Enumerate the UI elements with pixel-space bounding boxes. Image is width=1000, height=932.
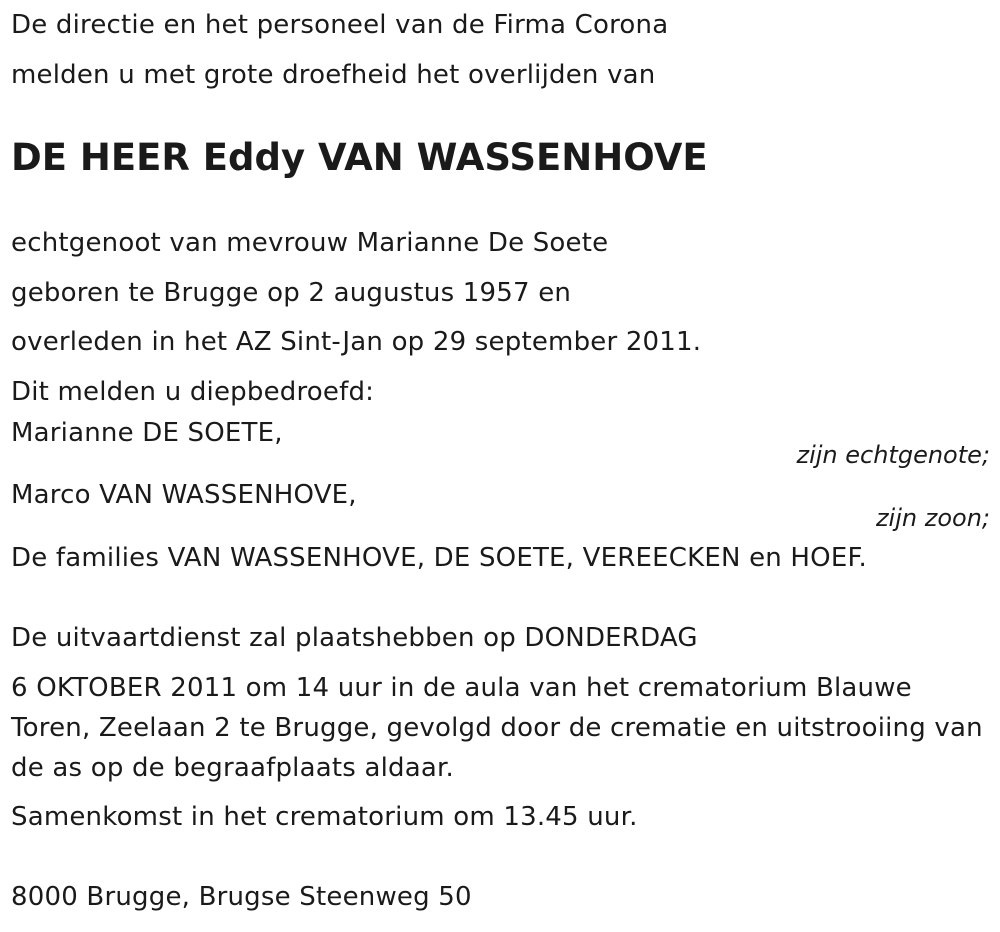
death-line: overleden in het AZ Sint-Jan op 29 september 2011. <box>11 327 702 357</box>
funeral-line-3: Toren, Zeelaan 2 te Brugge, gevolgd door de crematie en uitstrooiing van <box>11 713 983 743</box>
families-line: De families VAN WASSENHOVE, DE SOETE, VEREECKEN en HOEF. <box>11 543 867 573</box>
spouse-line: echtgenoot van mevrouw Marianne De Soete <box>11 228 609 258</box>
funeral-line-4: de as op de begraafplaats aldaar. <box>11 753 454 783</box>
funeral-line-2: 6 OKTOBER 2011 om 14 uur in de aula van het crematorium Blauwe <box>11 673 912 703</box>
intro-line-2: melden u met grote droefheid het overlijden van <box>11 60 656 90</box>
mourner-2-relation: zijn zoon; <box>875 504 990 532</box>
mourners-intro: Dit melden u diepbedroefd: <box>11 377 375 407</box>
mourner-2-name: Marco VAN WASSENHOVE, <box>11 480 357 510</box>
funeral-line-1: De uitvaartdienst zal plaatshebben op DONDERDAG <box>11 623 698 653</box>
deceased-name: DE HEER Eddy VAN WASSENHOVE <box>11 136 708 179</box>
mourner-1-name: Marianne DE SOETE, <box>11 418 283 448</box>
birth-line: geboren te Brugge op 2 augustus 1957 en <box>11 278 572 308</box>
mourner-1-relation: zijn echtgenote; <box>796 441 990 469</box>
address-line: 8000 Brugge, Brugse Steenweg 50 <box>11 882 472 912</box>
gathering-line: Samenkomst in het crematorium om 13.45 uur. <box>11 802 638 832</box>
intro-line-1: De directie en het personeel van de Firma Corona <box>11 10 669 40</box>
